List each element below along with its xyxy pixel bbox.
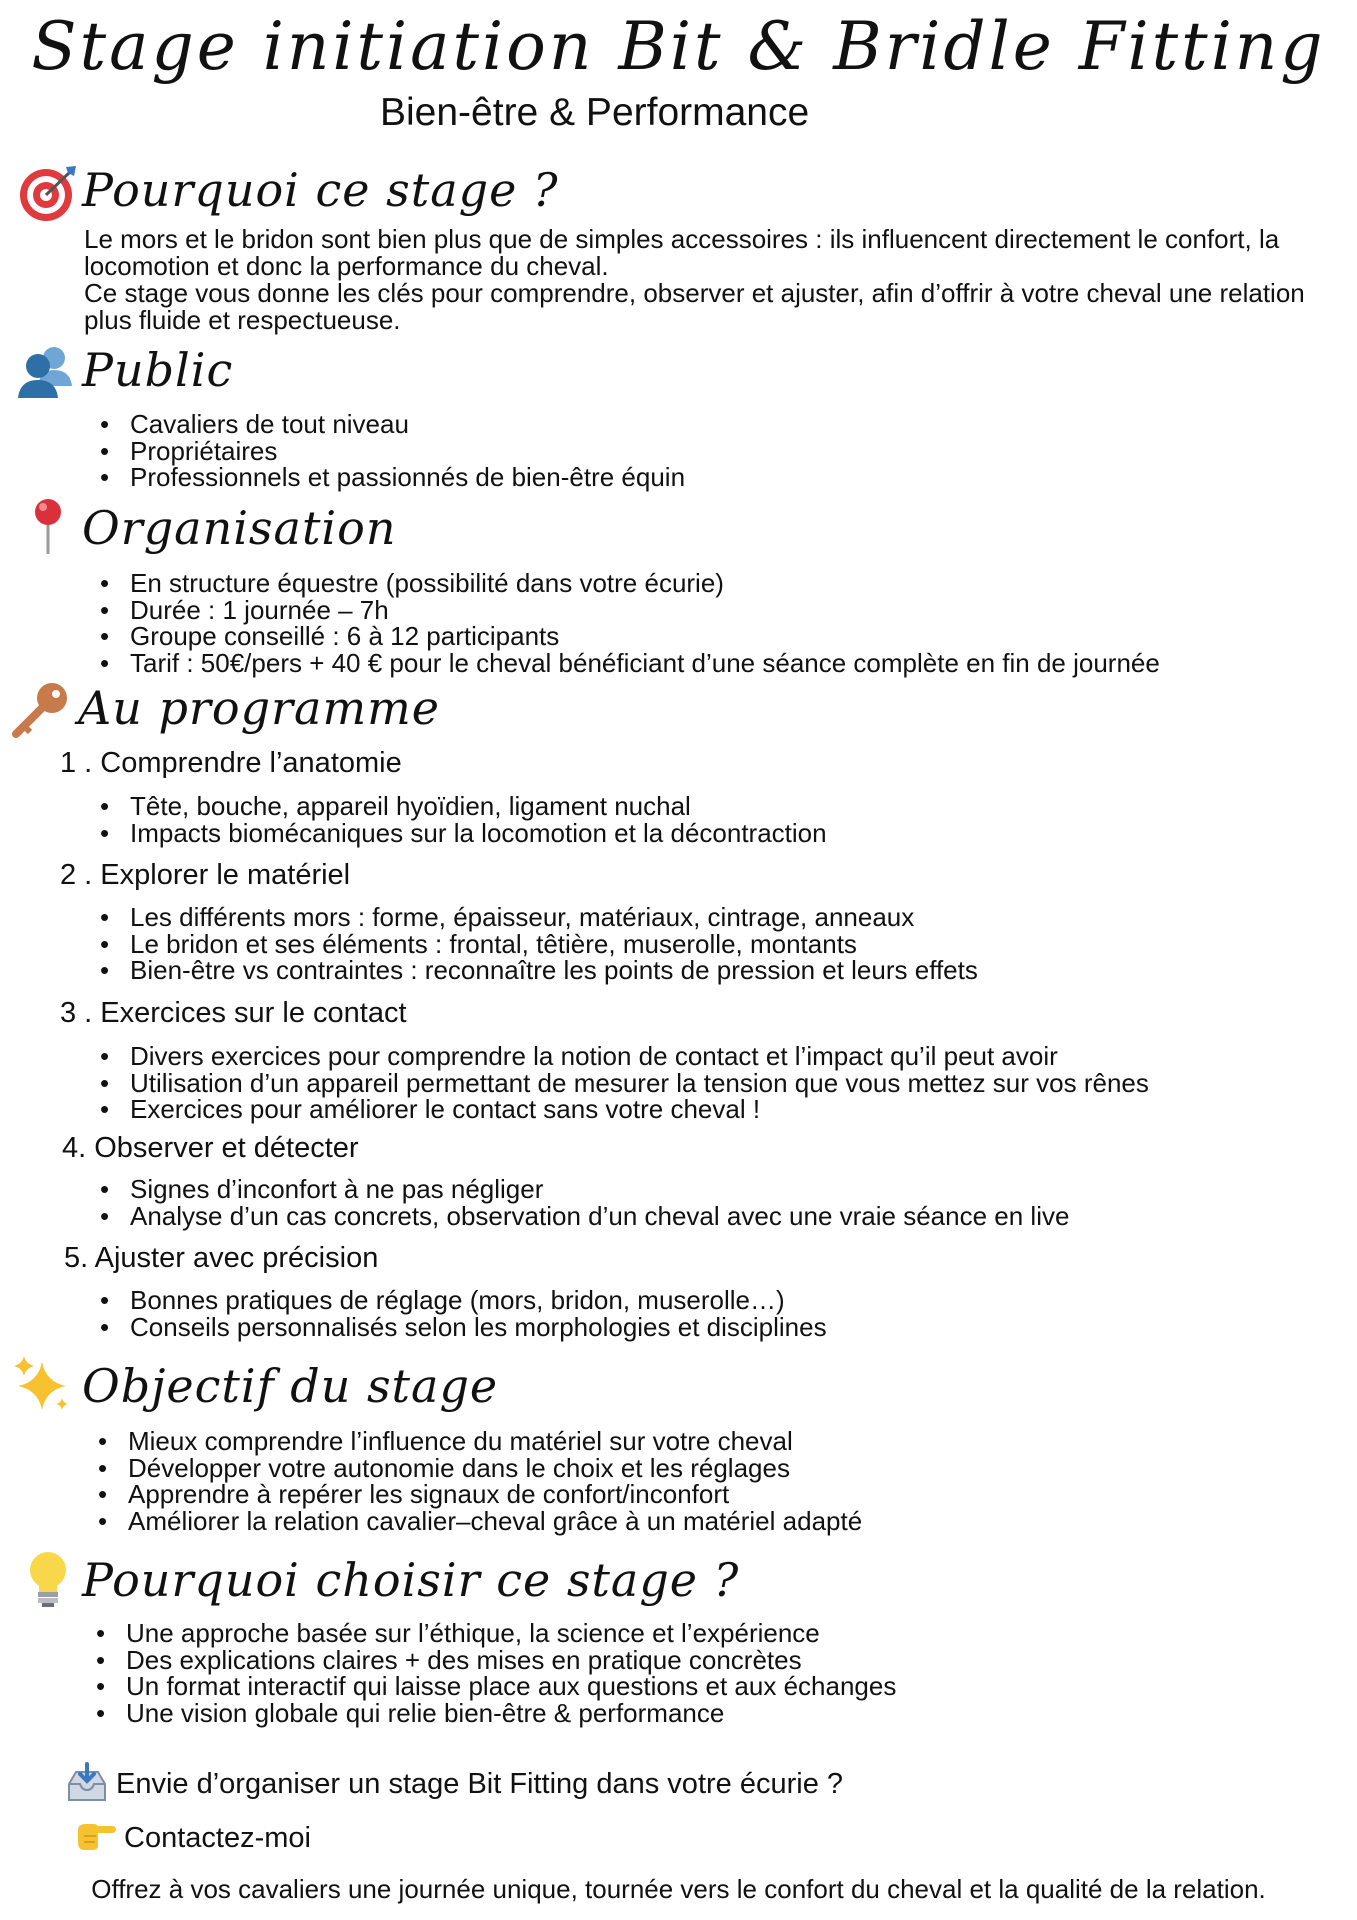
programme-part-list-3 <box>84 1043 1149 1123</box>
page-subtitle: Bien-être & Performance <box>380 91 810 134</box>
list-item: • Tarif : 50€/pers + 40 € pour le cheval bénéficiant d’une séance complète en fin de journée <box>84 650 1160 677</box>
list-item: • Utilisation d’un appareil permettant de mesurer la tension que vous mettez sur vos rênes <box>84 1070 1149 1097</box>
programme-part-title-4: 4. Observer et détecter <box>62 1132 359 1164</box>
list-item: • Conseils personnalisés selon les morphologies et disciplines <box>84 1314 827 1341</box>
list-item: • Professionnels et passionnés de bien-être équin <box>84 464 685 491</box>
list-item: • Améliorer la relation cavalier–cheval grâce à un matériel adapté <box>82 1508 862 1535</box>
list-item: • Exercices pour améliorer le contact sans votre cheval ! <box>84 1096 1149 1123</box>
inbox-tray-icon <box>66 1762 108 1804</box>
pourquoi-paragraph-1: Le mors et le bridon sont bien plus que de simples accessoires : ils influencent directement le confort, la locomotion et donc la performance du cheval. <box>84 224 1280 281</box>
programme-part-list-1 <box>84 793 827 846</box>
people-icon <box>16 342 76 402</box>
list-item: • Des explications claires + des mises en pratique concrètes <box>80 1647 896 1674</box>
list-item: • Apprendre à repérer les signaux de confort/inconfort <box>82 1481 862 1508</box>
pourquoi-paragraph-2: Ce stage vous donne les clés pour comprendre, observer et ajuster, afin d’offrir à votre cheval une relation plus fluide et respectueuse. <box>84 278 1305 335</box>
list-item: • Bonnes pratiques de réglage (mors, bridon, muserolle…) <box>84 1287 827 1314</box>
list-item: • Signes d’inconfort à ne pas négliger <box>84 1176 1069 1203</box>
lightbulb-icon <box>20 1548 80 1608</box>
list-item: • Un format interactif qui laisse place aux questions et aux échanges <box>80 1673 896 1700</box>
list-item: • Durée : 1 journée – 7h <box>84 597 1160 624</box>
programme-part-title-5: 5. Ajuster avec précision <box>64 1242 379 1274</box>
key-icon <box>10 680 70 740</box>
programme-part-title-2: 2 . Explorer le matériel <box>60 859 351 891</box>
list-item: • Propriétaires <box>84 438 685 465</box>
list-item: • Groupe conseillé : 6 à 12 participants <box>84 623 1160 650</box>
list-item: • Impacts biomécaniques sur la locomotion et la décontraction <box>84 820 827 847</box>
sparkles-icon <box>12 1354 72 1414</box>
list-item: • Cavaliers de tout niveau <box>84 411 685 438</box>
list-item: • Bien-être vs contraintes : reconnaître les points de pression et leurs effets <box>84 957 978 984</box>
section-heading-pourquoi: Pourquoi ce stage ? <box>82 163 559 217</box>
pourquoi-paragraph <box>84 226 1324 334</box>
list-item: • Mieux comprendre l’influence du matériel sur votre cheval <box>82 1428 862 1455</box>
section-heading-organisation: Organisation <box>82 501 397 555</box>
list-item: • Le bridon et ses éléments : frontal, têtière, muserolle, montants <box>84 931 978 958</box>
footer-text: Offrez à vos cavaliers une journée unique, tournée vers le confort du cheval et la qualité de la relation. <box>91 1874 1266 1904</box>
section-heading-public: Public <box>82 343 234 397</box>
page-title: Stage initiation Bit & Bridle Fitting <box>31 8 1326 85</box>
pointing-hand-icon <box>76 1818 116 1852</box>
list-item: • Divers exercices pour comprendre la notion de contact et l’impact qu’il peut avoir <box>84 1043 1149 1070</box>
list-item: • Développer votre autonomie dans le choix et les réglages <box>82 1455 862 1482</box>
section-heading-programme: Au programme <box>78 681 440 735</box>
programme-part-list-5 <box>84 1287 827 1340</box>
list-item: • En structure équestre (possibilité dans votre écurie) <box>84 570 1160 597</box>
section-heading-choisir: Pourquoi choisir ce stage ? <box>82 1553 740 1607</box>
cta-organiser: Envie d’organiser un stage Bit Fitting dans votre écurie ? <box>116 1768 844 1800</box>
section-heading-objectif: Objectif du stage <box>82 1359 499 1413</box>
programme-part-title-3: 3 . Exercices sur le contact <box>60 997 407 1029</box>
target-icon <box>18 163 78 223</box>
list-item: • Tête, bouche, appareil hyoïdien, ligament nuchal <box>84 793 827 820</box>
programme-part-title-1: 1 . Comprendre l’anatomie <box>60 747 402 779</box>
list-item: • Une vision globale qui relie bien-être & performance <box>80 1700 896 1727</box>
choisir-list <box>80 1620 896 1726</box>
objectif-list <box>82 1428 862 1534</box>
programme-part-list-4 <box>84 1176 1069 1229</box>
contact-link[interactable]: Contactez-moi <box>124 1822 311 1854</box>
list-item: • Analyse d’un cas concrets, observation d’un cheval avec une vraie séance en live <box>84 1203 1069 1230</box>
organisation-list <box>84 570 1160 676</box>
pushpin-icon <box>18 496 78 556</box>
public-list <box>84 411 685 491</box>
programme-part-list-2 <box>84 904 978 984</box>
list-item: • Une approche basée sur l’éthique, la science et l’expérience <box>80 1620 896 1647</box>
list-item: • Les différents mors : forme, épaisseur, matériaux, cintrage, anneaux <box>84 904 978 931</box>
